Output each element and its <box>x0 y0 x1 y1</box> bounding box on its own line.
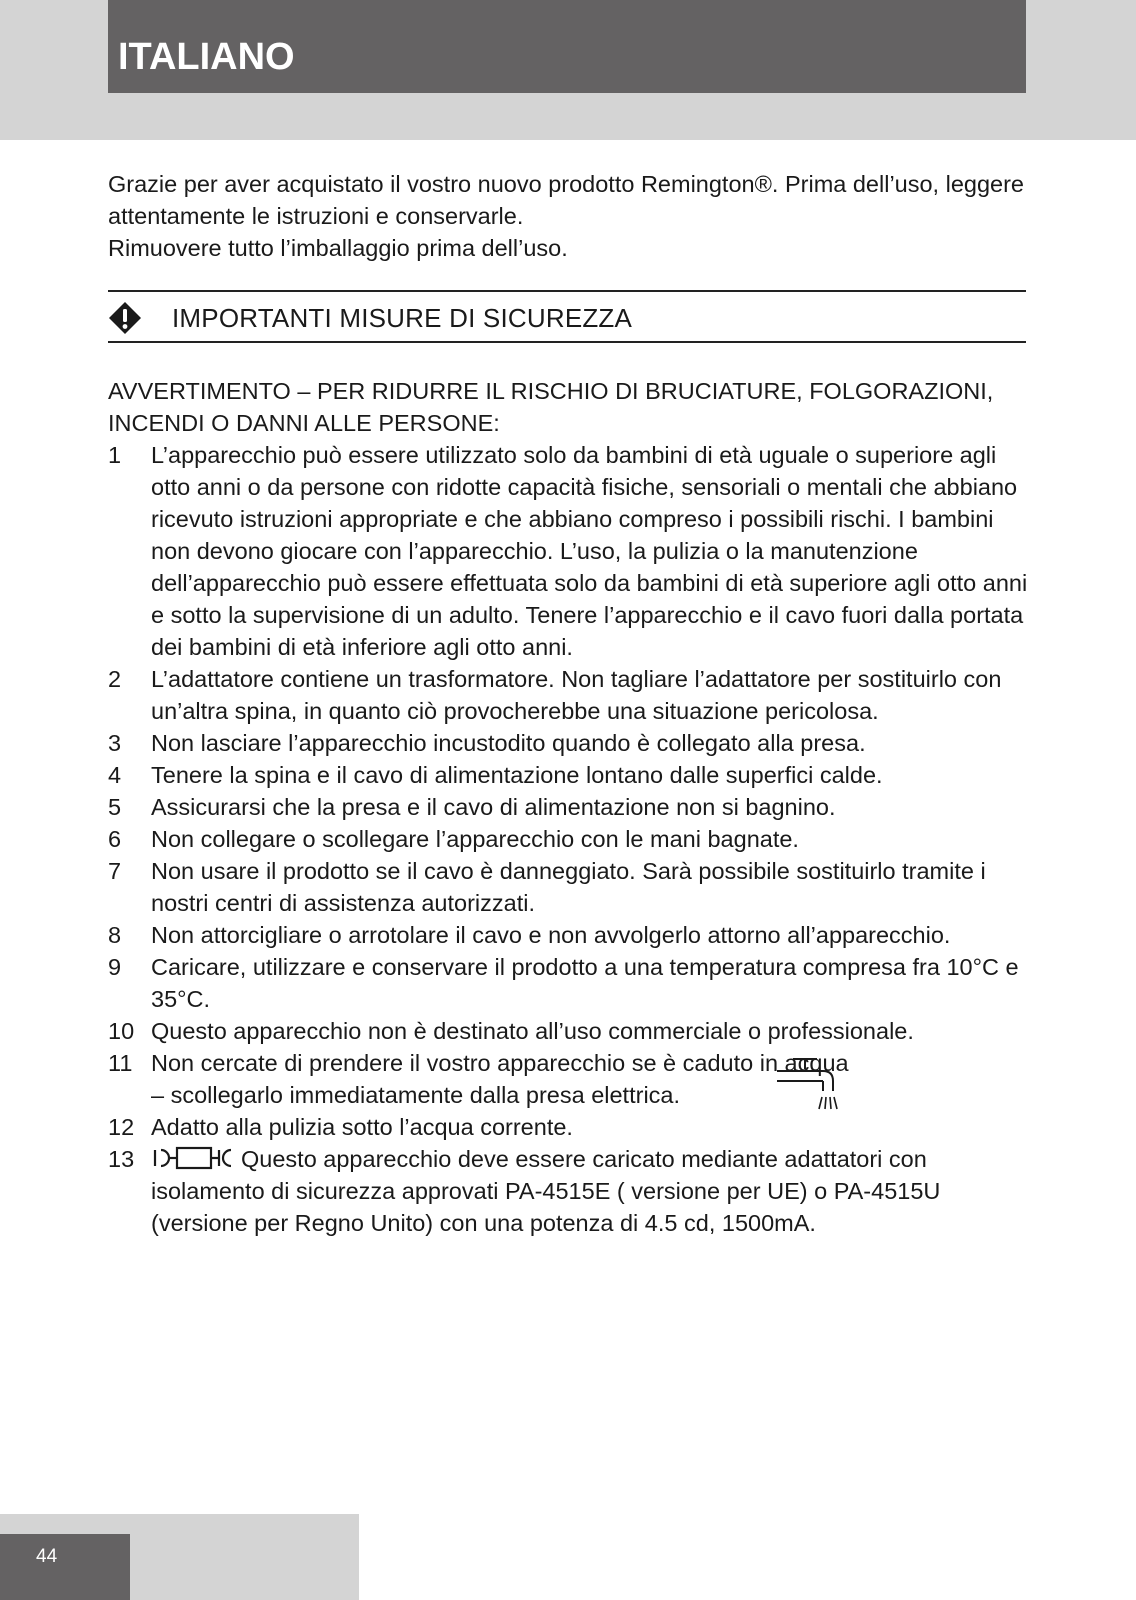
item-text <box>151 1143 1028 1239</box>
intro-paragraph: Grazie per aver acquistato il vostro nuovo prodotto Remington®. Prima dell’uso, leggere attentamente le istruzioni e conservarle. <box>108 171 1025 229</box>
safety-isolating-transformer-icon <box>151 1145 237 1171</box>
item-text: L’apparecchio può essere utilizzato solo da bambini di età uguale o superiore agli otto anni o da persone con ridotte capacità fisiche, sensoriali o mentali che abbiano ricevuto istruzioni appropriate e che abbiano compreso i possibili rischi. I bambini non devono giocare con l’apparecchio. L’uso, la pulizia o la manutenzione dell’apparecchio può essere effettuata solo da bambini di età superiore agli otto anni e sotto la supervisione di un adulto. Tenere l’apparecchio e il cavo fuori dalla portata dei bambini di età inferiore agli otto anni. <box>151 442 1028 660</box>
warning-diamond-icon <box>108 301 142 335</box>
water-tap-icon <box>777 1057 845 1113</box>
list-item <box>108 439 1028 663</box>
item-number: 6 <box>108 826 122 852</box>
item-number: 2 <box>108 666 122 692</box>
item-text: Non attorcigliare o arrotolare il cavo e non avvolgerlo attorno all’apparecchio. <box>151 922 951 948</box>
list-item <box>108 791 1028 823</box>
list-item <box>108 823 1028 855</box>
list-item <box>108 951 1028 1015</box>
item-number: 7 <box>108 858 122 884</box>
item-number: 12 <box>108 1114 135 1140</box>
section-title: IMPORTANTI MISURE DI SICUREZZA <box>172 302 633 333</box>
list-item <box>108 663 1028 727</box>
list-item <box>108 1111 1028 1143</box>
item-number: 10 <box>108 1018 135 1044</box>
list-item <box>108 1047 1028 1111</box>
item-text-line: – scollegarlo immediatamente dalla presa elettrica. <box>151 1082 681 1108</box>
item-number: 3 <box>108 730 122 756</box>
item-text: Non collegare o scollegare l’apparecchio con le mani bagnate. <box>151 826 799 852</box>
safety-content <box>108 375 1028 1239</box>
list-item <box>108 1015 1028 1047</box>
item-text: Non usare il prodotto se il cavo è danneggiato. Sarà possibile sostituirlo tramite i nostri centri di assistenza autorizzati. <box>151 858 986 916</box>
item-text: Caricare, utilizzare e conservare il prodotto a una temperatura compresa fra 10°C e 35°C. <box>151 954 1019 1012</box>
warning-text: AVVERTIMENTO – PER RIDURRE IL RISCHIO DI BRUCIATURE, FOLGORAZIONI, INCENDI O DANNI ALLE PERSONE: <box>108 378 994 436</box>
item-text: Non lasciare l’apparecchio incustodito quando è collegato alla presa. <box>151 730 866 756</box>
safety-list <box>108 439 1028 1239</box>
item-text: L’adattatore contiene un trasformatore. Non tagliare l’adattatore per sostituirlo con un’altra spina, in quanto ciò provocherebbe una situazione pericolosa. <box>151 666 1002 724</box>
section-heading <box>108 300 1026 336</box>
list-item <box>108 855 1028 919</box>
item-number: 8 <box>108 922 122 948</box>
item-number: 5 <box>108 794 122 820</box>
item-text: Adatto alla pulizia sotto l’acqua corrente. <box>151 1114 573 1140</box>
list-item <box>108 727 1028 759</box>
section-rule-top <box>108 290 1026 292</box>
item-number: 1 <box>108 442 122 468</box>
list-item <box>108 1143 1028 1239</box>
item-text-line: Non cercate di prendere il vostro apparecchio se è caduto in acqua <box>151 1050 849 1076</box>
item-number: 9 <box>108 954 122 980</box>
item-number: 11 <box>108 1050 133 1076</box>
section-rule-bottom <box>108 341 1026 343</box>
intro-text <box>108 168 1028 264</box>
item-text <box>151 1047 1028 1111</box>
page-number: 44 <box>0 1534 130 1600</box>
item-text: Questo apparecchio non è destinato all’uso commerciale o professionale. <box>151 1018 914 1044</box>
list-item <box>108 759 1028 791</box>
item-text: Assicurarsi che la presa e il cavo di alimentazione non si bagnino. <box>151 794 836 820</box>
item-text-body: Questo apparecchio deve essere caricato mediante adattatori con isolamento di sicurezza approvati PA-4515E ( versione per UE) o PA-4515U (versione per Regno Unito) con una potenza di 4.5 cd, 1500mA. <box>151 1146 941 1236</box>
list-item <box>108 919 1028 951</box>
item-number: 13 <box>108 1146 135 1172</box>
intro-packaging-note: Rimuovere tutto l’imballaggio prima dell’uso. <box>108 235 568 261</box>
item-text: Tenere la spina e il cavo di alimentazione lontano dalle superfici calde. <box>151 762 883 788</box>
item-number: 4 <box>108 762 122 788</box>
language-header: ITALIANO <box>108 0 1026 93</box>
